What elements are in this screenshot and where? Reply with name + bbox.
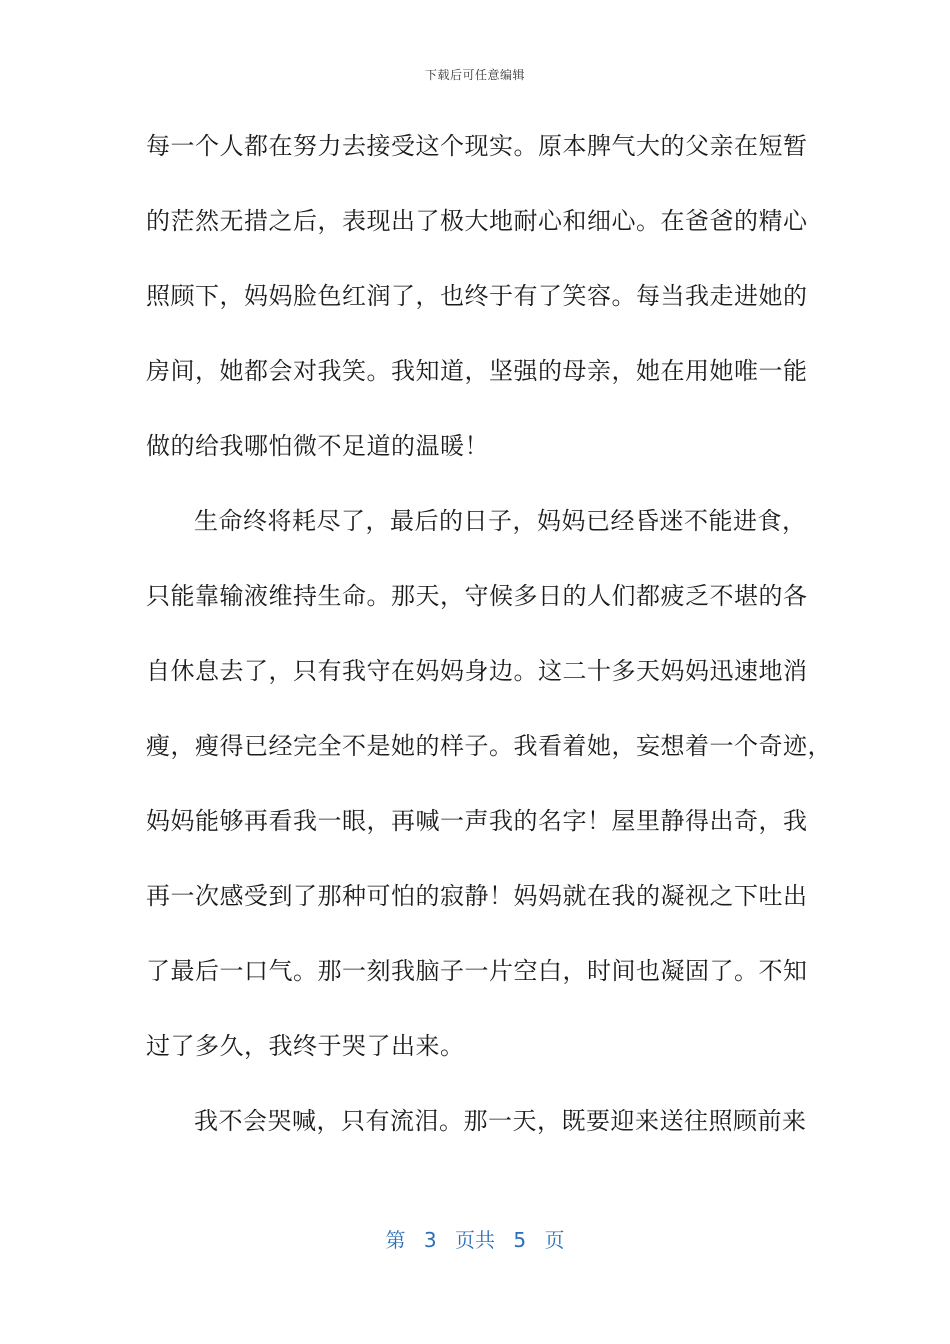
text-line: 只能靠输液维持生命。那天，守候多日的人们都疲乏不堪的各 [146,582,808,610]
page-header: 下载后可任意编辑 [424,68,525,82]
page-footer [0,1224,950,1253]
document-body [146,122,832,1172]
paragraph-start-line: 生命终将耗尽了，最后的日子，妈妈已经昏迷不能进食， [194,507,807,535]
footer-middle: 页共 [455,1228,495,1252]
text-line: 再一次感受到了那种可怕的寂静！妈妈就在我的凝视之下吐出 [146,882,808,910]
text-line: 妈妈能够再看我一眼，再喊一声我的名字！屋里静得出奇，我 [146,807,808,835]
text-line: 房间，她都会对我笑。我知道，坚强的母亲，她在用她唯一能 [146,357,808,385]
text-line: 的茫然无措之后，表现出了极大地耐心和细心。在爸爸的精心 [146,207,808,235]
text-line: 每一个人都在努力去接受这个现实。原本脾气大的父亲在短暂 [146,132,808,160]
footer-suffix: 页 [544,1228,565,1252]
text-line: 做的给我哪怕微不足道的温暖！ [146,432,489,460]
text-line: 自休息去了，只有我守在妈妈身边。这二十多天妈妈迅速地消 [146,657,808,685]
text-line: 瘦，瘦得已经完全不是她的样子。我看着她，妄想着一个奇迹， [146,732,832,760]
footer-prefix: 第 [385,1228,406,1252]
footer-page-number: 3 [423,1228,437,1252]
paragraph-start-line: 我不会哭喊，只有流泪。那一天，既要迎来送往照顾前来 [194,1107,807,1135]
text-line: 了最后一口气。那一刻我脑子一片空白，时间也凝固了。不知 [146,957,808,985]
footer-total-pages: 5 [513,1228,527,1252]
text-line: 过了多久，我终于哭了出来。 [146,1032,465,1060]
text-line: 照顾下，妈妈脸色红润了，也终于有了笑容。每当我走进她的 [146,282,808,310]
